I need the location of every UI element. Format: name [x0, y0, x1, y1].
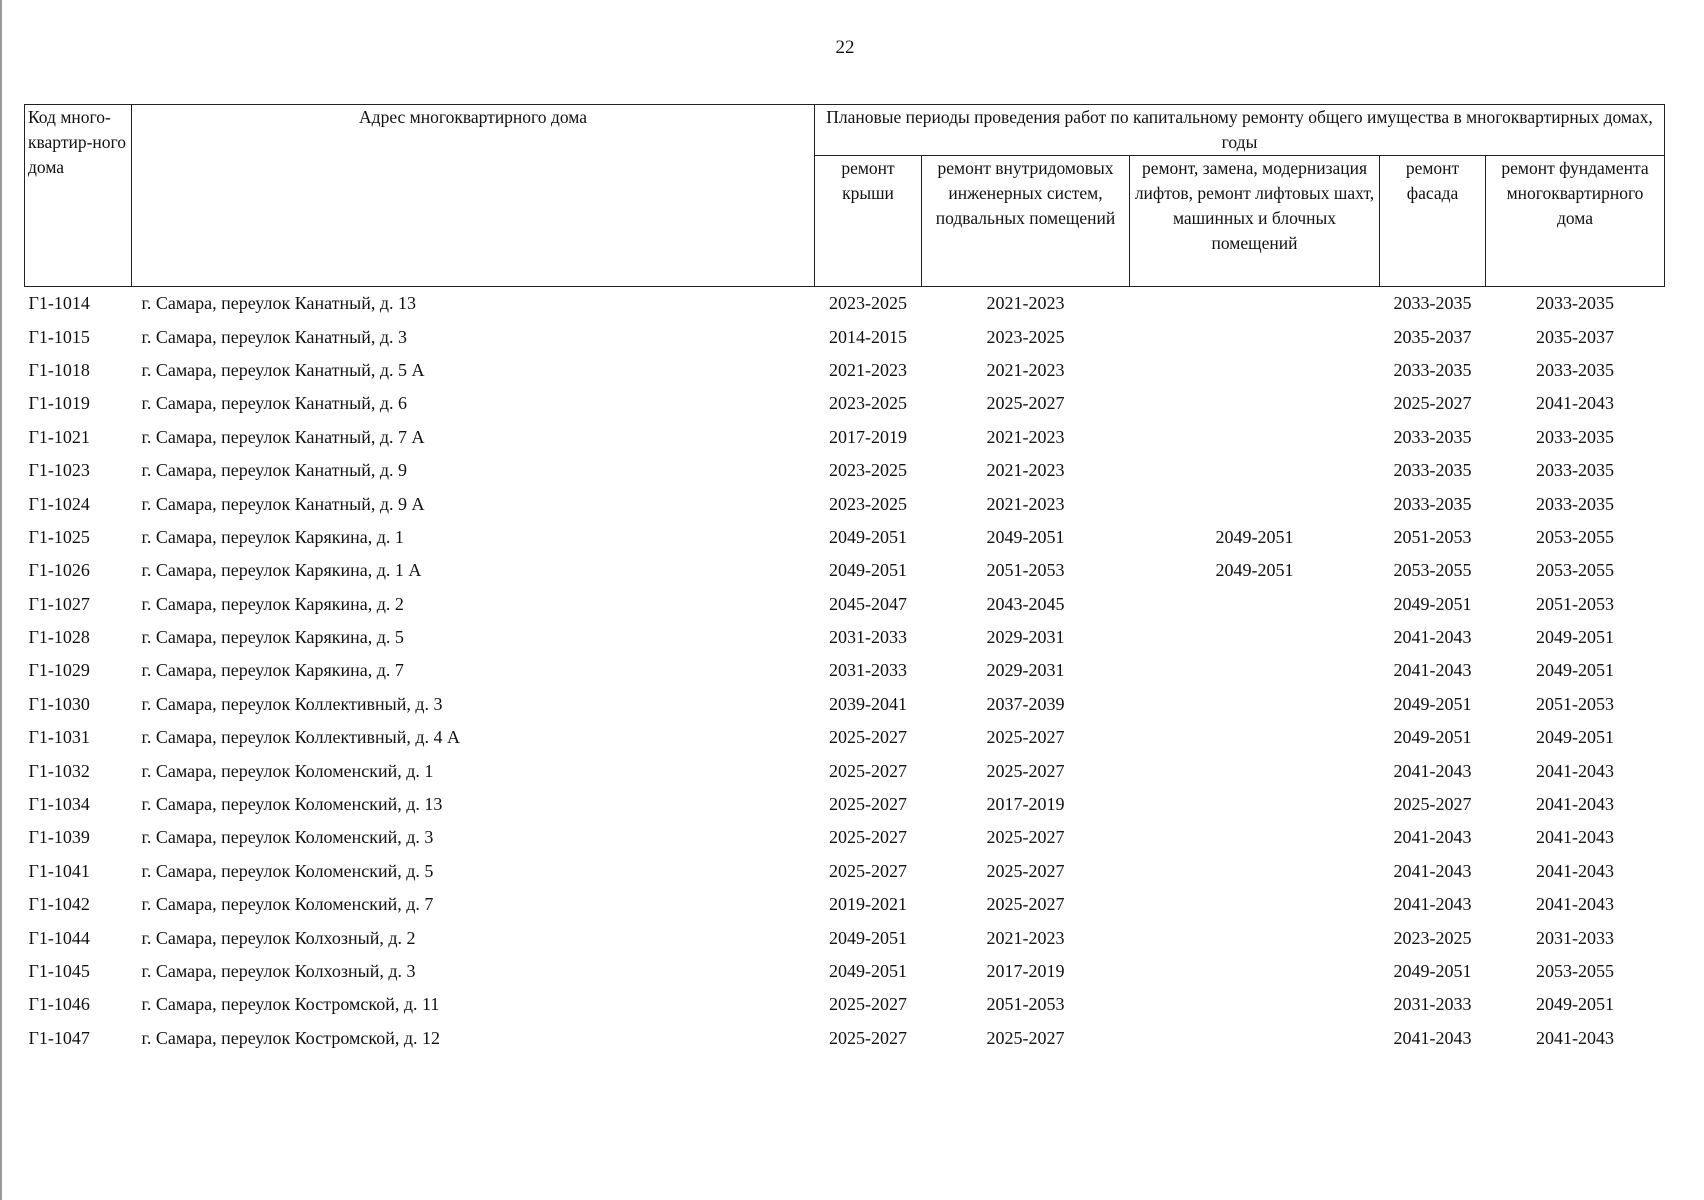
cell-roof: 2049-2051 — [829, 560, 907, 581]
cell-address: г. Самара, переулок Коллективный, д. 3 — [141, 693, 443, 714]
cell-code: Г1-1015 — [28, 326, 90, 347]
cell-engineering: 2025-2027 — [986, 860, 1065, 881]
cell-address: г. Самара, переулок Канатный, д. 7 А — [141, 426, 425, 447]
cell-code: Г1-1019 — [28, 393, 90, 414]
cell-roof: 2017-2019 — [829, 426, 907, 447]
cell-address: г. Самара, переулок Коломенский, д. 5 — [141, 860, 434, 881]
cell-foundation: 2033-2035 — [1536, 293, 1614, 314]
cell-address: г. Самара, переулок Карякина, д. 2 — [141, 593, 404, 614]
cell-engineering: 2021-2023 — [986, 359, 1065, 380]
cell-roof: 2021-2023 — [829, 359, 907, 380]
cell-roof: 2014-2015 — [829, 326, 907, 347]
cell-address: г. Самара, переулок Канатный, д. 3 — [141, 326, 407, 347]
cell-facade: 2035-2037 — [1393, 326, 1472, 347]
cell-code: Г1-1027 — [28, 593, 90, 614]
cell-code: Г1-1034 — [28, 794, 90, 815]
cell-address: г. Самара, переулок Коломенский, д. 7 — [141, 894, 434, 915]
cell-facade: 2049-2051 — [1393, 593, 1472, 614]
cell-foundation: 2041-2043 — [1536, 827, 1614, 848]
cell-address: г. Самара, переулок Карякина, д. 1 — [141, 526, 404, 547]
cell-code: Г1-1024 — [28, 493, 90, 514]
cell-facade: 2041-2043 — [1393, 827, 1472, 848]
cell-address: г. Самара, переулок Карякина, д. 1 А — [141, 560, 422, 581]
header-roof: ремонт крыши — [815, 156, 922, 287]
cell-roof: 2031-2033 — [829, 660, 907, 681]
cell-address: г. Самара, переулок Коломенский, д. 3 — [141, 827, 434, 848]
header-code: Код много-квартир-ного дома — [25, 105, 132, 287]
cell-engineering: 2021-2023 — [986, 293, 1065, 314]
cell-facade: 2025-2027 — [1393, 393, 1472, 414]
cell-engineering: 2021-2023 — [986, 460, 1065, 481]
cell-foundation: 2041-2043 — [1536, 860, 1614, 881]
cell-lifts — [1130, 588, 1380, 621]
table-row — [25, 788, 1665, 821]
cell-foundation: 2033-2035 — [1536, 460, 1614, 481]
cell-code: Г1-1031 — [28, 727, 90, 748]
cell-roof: 2023-2025 — [829, 493, 907, 514]
table-row — [25, 688, 1665, 721]
cell-code: Г1-1045 — [28, 961, 90, 981]
table-row — [25, 988, 1665, 1021]
cell-foundation: 2051-2053 — [1536, 593, 1614, 614]
cell-facade: 2023-2025 — [1393, 927, 1472, 948]
table-row — [25, 754, 1665, 787]
cell-lifts — [1130, 754, 1380, 787]
cell-engineering: 2025-2027 — [986, 894, 1065, 915]
table-row — [25, 855, 1665, 888]
header-foundation: ремонт фундамента многоквартирного дома — [1486, 156, 1665, 287]
header-address: Адрес многоквартирного дома — [132, 105, 815, 287]
cell-lifts — [1130, 287, 1380, 321]
table-row — [25, 621, 1665, 654]
cell-facade: 2049-2051 — [1393, 727, 1472, 748]
cell-roof: 2049-2051 — [829, 526, 907, 547]
cell-roof: 2025-2027 — [829, 760, 907, 781]
cell-roof: 2025-2027 — [829, 727, 907, 748]
cell-facade: 2041-2043 — [1393, 660, 1472, 681]
cell-address: г. Самара, переулок Карякина, д. 7 — [141, 660, 404, 681]
page-number: 22 — [835, 37, 855, 58]
table-row — [25, 955, 1665, 988]
table-row — [25, 1022, 1665, 1055]
cell-engineering: 2017-2019 — [986, 794, 1065, 815]
cell-lifts — [1130, 988, 1380, 1021]
table-header — [25, 105, 1665, 287]
cell-lifts — [1130, 454, 1380, 487]
table-row — [25, 421, 1665, 454]
cell-roof: 2025-2027 — [829, 794, 907, 815]
cell-foundation: 2041-2043 — [1536, 794, 1614, 815]
cell-facade: 2051-2053 — [1393, 526, 1472, 547]
cell-code: Г1-1042 — [28, 894, 90, 915]
cell-code: Г1-1029 — [28, 660, 90, 681]
cell-roof: 2025-2027 — [829, 860, 907, 881]
cell-code: Г1-1014 — [28, 293, 90, 314]
table-row — [25, 821, 1665, 854]
table-row — [25, 554, 1665, 587]
cell-lifts — [1130, 821, 1380, 854]
table-row — [25, 588, 1665, 621]
cell-facade: 2041-2043 — [1393, 860, 1472, 881]
cell-engineering: 2051-2053 — [986, 994, 1065, 1015]
cell-facade: 2041-2043 — [1393, 627, 1472, 648]
cell-roof: 2019-2021 — [829, 894, 907, 915]
cell-engineering: 2025-2027 — [986, 727, 1065, 748]
cell-facade: 2033-2035 — [1393, 426, 1472, 447]
cell-foundation: 2051-2053 — [1536, 693, 1614, 714]
cell-lifts — [1130, 721, 1380, 754]
cell-facade: 2033-2035 — [1393, 359, 1472, 380]
cell-roof: 2023-2025 — [829, 460, 907, 481]
table-row — [25, 287, 1665, 321]
cell-code: Г1-1044 — [28, 927, 90, 948]
header-facade: ремонт фасада — [1380, 156, 1486, 287]
cell-address: г. Самара, переулок Коллективный, д. 4 А — [141, 727, 461, 748]
cell-foundation: 2053-2055 — [1536, 560, 1614, 581]
cell-roof: 2049-2051 — [829, 927, 907, 948]
cell-address: г. Самара, переулок Канатный, д. 9 — [141, 460, 407, 481]
table-row — [25, 354, 1665, 387]
table-row — [25, 888, 1665, 921]
cell-foundation: 2033-2035 — [1536, 359, 1614, 380]
cell-engineering: 2021-2023 — [986, 927, 1065, 948]
table-body — [25, 287, 1665, 1055]
cell-code: Г1-1046 — [28, 994, 90, 1015]
cell-address: г. Самара, переулок Канатный, д. 13 — [141, 293, 416, 314]
cell-lifts: 2049-2051 — [1215, 560, 1294, 581]
cell-foundation: 2041-2043 — [1536, 393, 1614, 414]
cell-code: Г1-1032 — [28, 760, 90, 781]
cell-address: г. Самара, переулок Канатный, д. 5 А — [141, 359, 425, 380]
cell-foundation: 2049-2051 — [1536, 727, 1614, 748]
cell-roof: 2025-2027 — [829, 827, 907, 848]
cell-foundation: 2041-2043 — [1536, 894, 1614, 915]
cell-engineering: 2021-2023 — [986, 426, 1065, 447]
cell-lifts — [1130, 855, 1380, 888]
cell-address: г. Самара, переулок Коломенский, д. 1 — [141, 760, 434, 781]
cell-foundation: 2053-2055 — [1536, 526, 1614, 547]
cell-engineering: 2021-2023 — [986, 493, 1065, 514]
cell-roof: 2049-2051 — [829, 961, 907, 981]
cell-address: г. Самара, переулок Колхозный, д. 3 — [141, 961, 416, 981]
cell-engineering: 2029-2031 — [986, 627, 1065, 648]
cell-code: Г1-1021 — [28, 426, 90, 447]
cell-engineering: 2029-2031 — [986, 660, 1065, 681]
cell-roof: 2039-2041 — [829, 693, 907, 714]
table-row — [25, 454, 1665, 487]
header-lifts: ремонт, замена, модернизация лифтов, ремонт лифтовых шахт, машинных и блочных помещений — [1130, 156, 1380, 287]
cell-engineering: 2051-2053 — [986, 560, 1065, 581]
cell-roof: 2023-2025 — [829, 393, 907, 414]
cell-foundation: 2031-2033 — [1536, 927, 1614, 948]
cell-lifts — [1130, 354, 1380, 387]
cell-address: г. Самара, переулок Канатный, д. 9 А — [141, 493, 425, 514]
cell-code: Г1-1018 — [28, 359, 90, 380]
cell-code: Г1-1030 — [28, 693, 90, 714]
cell-roof: 2031-2033 — [829, 627, 907, 648]
cell-facade: 2049-2051 — [1393, 961, 1472, 981]
cell-foundation: 2049-2051 — [1536, 627, 1614, 648]
cell-facade: 2041-2043 — [1393, 894, 1472, 915]
cell-code: Г1-1023 — [28, 460, 90, 481]
cell-lifts — [1130, 654, 1380, 687]
cell-facade: 2033-2035 — [1393, 493, 1472, 514]
cell-foundation: 2049-2051 — [1536, 994, 1614, 1015]
table-row — [25, 721, 1665, 754]
table-row — [25, 654, 1665, 687]
cell-facade: 2053-2055 — [1393, 560, 1472, 581]
cell-engineering: 2037-2039 — [986, 693, 1065, 714]
cell-engineering: 2025-2027 — [986, 760, 1065, 781]
cell-roof: 2023-2025 — [829, 293, 907, 314]
cell-address: г. Самара, переулок Костромской, д. 11 — [141, 994, 440, 1015]
cell-engineering: 2017-2019 — [986, 961, 1065, 981]
table-row — [25, 521, 1665, 554]
cell-code: Г1-1028 — [28, 627, 90, 648]
cell-code: Г1-1047 — [28, 1027, 90, 1048]
cell-engineering: 2043-2045 — [986, 593, 1065, 614]
cell-facade: 2033-2035 — [1393, 460, 1472, 481]
cell-roof: 2045-2047 — [829, 593, 907, 614]
cell-foundation: 2041-2043 — [1536, 760, 1614, 781]
header-engineering: ремонт внутридомовых инженерных систем, подвальных помещений — [922, 156, 1130, 287]
cell-code: Г1-1025 — [28, 526, 90, 547]
cell-lifts — [1130, 487, 1380, 520]
cell-facade: 2041-2043 — [1393, 760, 1472, 781]
cell-lifts: 2049-2051 — [1215, 526, 1294, 547]
header-periods: Плановые периоды проведения работ по капитальному ремонту общего имущества в многоквартирных домах, годы — [815, 105, 1665, 156]
cell-lifts — [1130, 921, 1380, 954]
cell-lifts — [1130, 320, 1380, 353]
cell-code: Г1-1039 — [28, 827, 90, 848]
cell-address: г. Самара, переулок Канатный, д. 6 — [141, 393, 407, 414]
cell-lifts — [1130, 688, 1380, 721]
cell-engineering: 2025-2027 — [986, 393, 1065, 414]
cell-address: г. Самара, переулок Коломенский, д. 13 — [141, 794, 443, 815]
cell-lifts — [1130, 621, 1380, 654]
table-row — [25, 921, 1665, 954]
cell-facade: 2031-2033 — [1393, 994, 1472, 1015]
cell-engineering: 2025-2027 — [986, 827, 1065, 848]
cell-engineering: 2023-2025 — [986, 326, 1065, 347]
cell-address: г. Самара, переулок Карякина, д. 5 — [141, 627, 404, 648]
cell-lifts — [1130, 888, 1380, 921]
cell-lifts — [1130, 387, 1380, 420]
cell-engineering: 2049-2051 — [986, 526, 1065, 547]
cell-foundation: 2041-2043 — [1536, 1027, 1614, 1048]
cell-facade: 2025-2027 — [1393, 794, 1472, 815]
cell-foundation: 2033-2035 — [1536, 493, 1614, 514]
table-row — [25, 320, 1665, 353]
page-edge — [0, 0, 2, 1200]
cell-roof: 2025-2027 — [829, 1027, 907, 1048]
cell-foundation: 2049-2051 — [1536, 660, 1614, 681]
cell-foundation: 2033-2035 — [1536, 426, 1614, 447]
cell-address: г. Самара, переулок Костромской, д. 12 — [141, 1027, 440, 1048]
cell-engineering: 2025-2027 — [986, 1027, 1065, 1048]
cell-foundation: 2053-2055 — [1536, 961, 1614, 981]
cell-facade: 2033-2035 — [1393, 293, 1472, 314]
cell-lifts — [1130, 1022, 1380, 1055]
cell-address: г. Самара, переулок Колхозный, д. 2 — [141, 927, 416, 948]
table-row — [25, 487, 1665, 520]
cell-code: Г1-1026 — [28, 560, 90, 581]
cell-code: Г1-1041 — [28, 860, 90, 881]
cell-lifts — [1130, 421, 1380, 454]
cell-lifts — [1130, 955, 1380, 988]
table-row — [25, 387, 1665, 420]
capital-repair-table — [24, 104, 1665, 1055]
cell-lifts — [1130, 788, 1380, 821]
cell-roof: 2025-2027 — [829, 994, 907, 1015]
cell-facade: 2041-2043 — [1393, 1027, 1472, 1048]
cell-foundation: 2035-2037 — [1536, 326, 1614, 347]
cell-facade: 2049-2051 — [1393, 693, 1472, 714]
